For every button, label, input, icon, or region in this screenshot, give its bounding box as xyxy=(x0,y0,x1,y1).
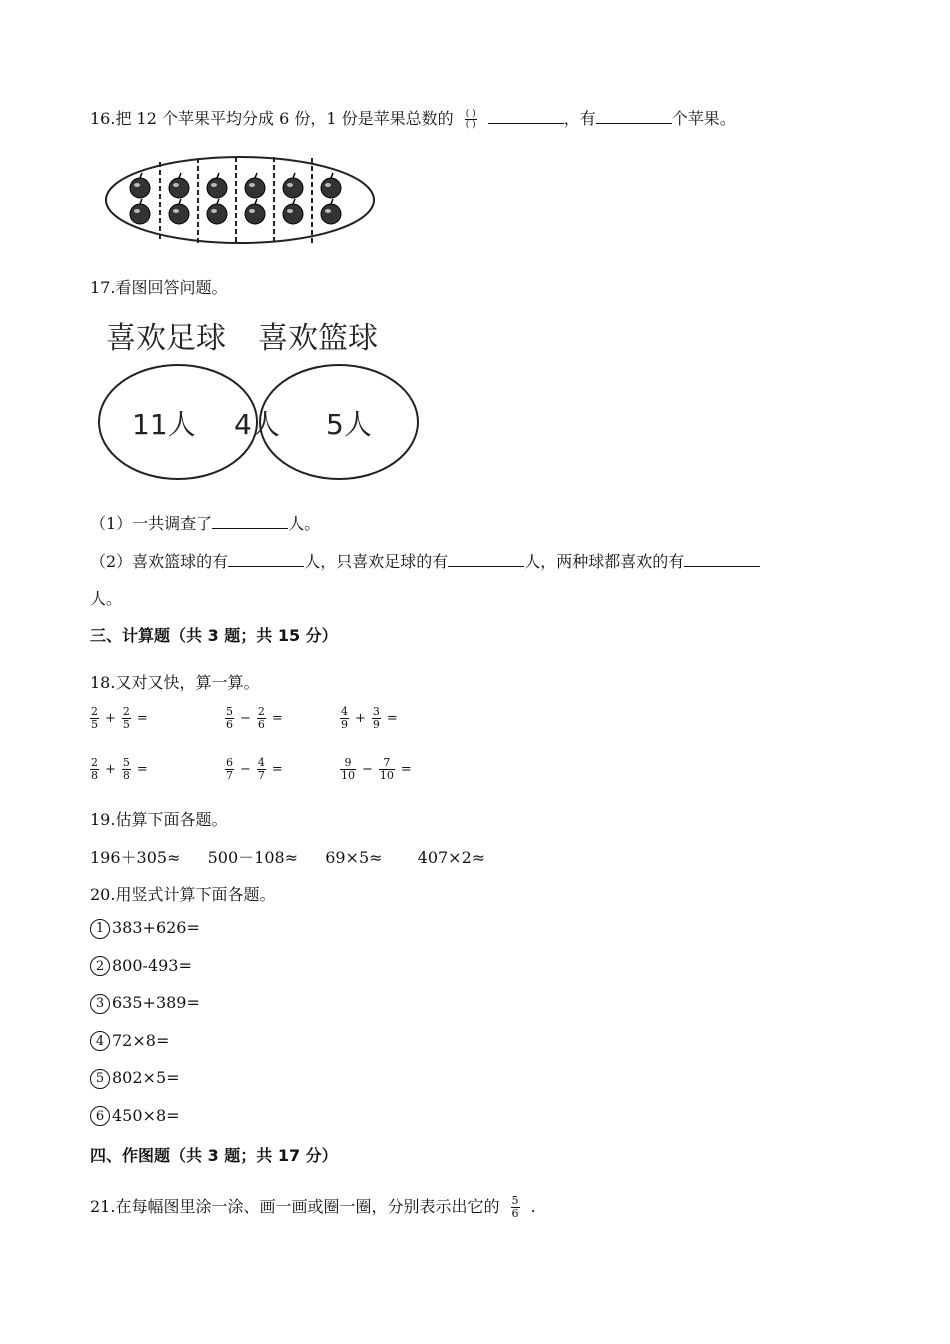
q20-expression: 635+389= xyxy=(112,993,200,1012)
apple-icon xyxy=(130,199,150,224)
section3-heading: 三、计算题（共 3 题；共 15 分） xyxy=(90,626,338,645)
fraction-b xyxy=(122,757,131,782)
fraction-exercise xyxy=(90,706,148,731)
venn-football-only: 11人 xyxy=(132,408,196,441)
q16-blank-1[interactable] xyxy=(488,109,564,124)
fraction-a xyxy=(90,706,99,731)
q17-title: 17.看图回答问题。 xyxy=(90,278,228,297)
q20-item xyxy=(90,1068,180,1089)
q21-text2: . xyxy=(530,1197,536,1216)
q17-sub1-text-b: 人。 xyxy=(288,514,321,533)
venn-label-football: 喜欢足球 xyxy=(106,321,226,356)
numerator: 2 xyxy=(91,756,98,769)
fraction-a xyxy=(225,757,234,782)
denominator: 6 xyxy=(257,718,265,731)
denominator: 5 xyxy=(91,718,98,731)
q17-sub2-blank-3[interactable] xyxy=(684,552,760,567)
q17-sub2-text-b: 人，只喜欢足球的有 xyxy=(304,552,449,571)
q18-title: 18.又对又快，算一算。 xyxy=(90,673,260,692)
fraction-exercise xyxy=(90,757,148,782)
denominator: 10 xyxy=(341,769,355,782)
fraction-exercise xyxy=(340,757,412,782)
q16-blank-2[interactable] xyxy=(596,109,672,124)
apple-icon xyxy=(283,199,303,224)
denominator: 9 xyxy=(372,718,380,731)
q17-sub2-tail: 人。 xyxy=(90,589,123,608)
q16-frac-den: ( ) xyxy=(465,120,476,130)
operator: + xyxy=(105,711,116,726)
operator: + xyxy=(355,711,366,726)
equals-sign: = xyxy=(271,762,283,777)
fraction-a xyxy=(340,757,356,782)
operator: − xyxy=(362,762,373,777)
apples-figure xyxy=(102,150,382,250)
numerator: 2 xyxy=(122,705,130,718)
q17-sub2-blank-1[interactable] xyxy=(228,552,304,567)
equals-sign: = xyxy=(386,711,398,726)
apple-icon xyxy=(207,199,227,224)
q19-item: 196＋305≈ xyxy=(90,848,181,867)
q20-title: 20.用竖式计算下面各题。 xyxy=(90,885,276,904)
q21-fraction xyxy=(511,1195,520,1220)
q21-line xyxy=(90,1194,536,1220)
venn-basketball-only: 5人 xyxy=(326,408,372,441)
circled-number: 1 xyxy=(90,919,110,939)
numerator: 4 xyxy=(257,756,265,769)
q21-frac-num: 5 xyxy=(511,1194,519,1207)
fraction-b xyxy=(257,706,266,731)
numerator: 5 xyxy=(226,705,233,718)
operator: − xyxy=(240,711,251,726)
apple-icon xyxy=(245,199,265,224)
circled-number: 5 xyxy=(90,1069,110,1089)
fraction-exercise xyxy=(225,757,283,782)
q17-sub2-text-c: 人，两种球都喜欢的有 xyxy=(524,552,685,571)
fraction-b xyxy=(122,706,131,731)
q17-sub1 xyxy=(90,511,320,534)
denominator: 8 xyxy=(122,769,130,782)
venn-both: 4人 xyxy=(234,408,280,441)
numerator: 7 xyxy=(383,756,391,769)
fraction-exercise xyxy=(340,706,398,731)
apple-icon xyxy=(245,173,265,198)
q16-fraction xyxy=(465,109,477,130)
q21-frac-den: 6 xyxy=(511,1207,519,1220)
fraction-b xyxy=(257,757,266,782)
apple-icon xyxy=(283,173,303,198)
q20-expression: 72×8= xyxy=(112,1030,170,1050)
q17-sub1-text-a: （1）一共调查了 xyxy=(90,514,213,533)
apple-icon xyxy=(169,173,189,198)
q20-expression: 450×8= xyxy=(112,1105,180,1125)
circled-number: 4 xyxy=(90,1031,110,1051)
q19-title: 19.估算下面各题。 xyxy=(90,810,228,829)
apple-icon xyxy=(130,173,150,198)
q16-text2: ，有 xyxy=(563,109,596,128)
numerator: 3 xyxy=(372,705,380,718)
denominator: 9 xyxy=(341,718,348,731)
circled-number: 3 xyxy=(90,994,110,1014)
q20-expression: 383+626= xyxy=(112,918,200,937)
fraction-a xyxy=(225,706,234,731)
q19-items xyxy=(90,845,485,868)
equals-sign: = xyxy=(136,711,148,726)
apples-oval xyxy=(106,157,374,243)
q19-item: 407×2≈ xyxy=(417,848,486,867)
denominator: 7 xyxy=(226,769,233,782)
fraction-b xyxy=(379,757,395,782)
fraction-a xyxy=(340,706,349,731)
denominator: 5 xyxy=(122,718,130,731)
fraction-a xyxy=(90,757,99,782)
q17-sub2-text-a: （2）喜欢篮球的有 xyxy=(90,552,229,571)
numerator: 4 xyxy=(341,705,348,718)
numerator: 5 xyxy=(122,756,130,769)
q19-item: 69×5≈ xyxy=(325,848,383,867)
operator: + xyxy=(105,762,116,777)
q17-sub1-blank[interactable] xyxy=(212,514,288,529)
q16-text1: 16.把 12 个苹果平均分成 6 份，1 份是苹果总数的 xyxy=(90,109,454,128)
q20-item xyxy=(90,918,200,939)
q17-sub2-blank-2[interactable] xyxy=(448,552,524,567)
fraction-b xyxy=(372,706,381,731)
q16-line xyxy=(90,106,736,130)
numerator: 2 xyxy=(257,705,265,718)
apple-icon xyxy=(321,173,341,198)
operator: − xyxy=(240,762,251,777)
apple-icon xyxy=(321,199,341,224)
section4-heading: 四、作图题（共 3 题；共 17 分） xyxy=(90,1146,338,1165)
q21-text1: 21.在每幅图里涂一涂、画一画或圈一圈，分别表示出它的 xyxy=(90,1197,500,1216)
numerator: 2 xyxy=(91,705,98,718)
denominator: 6 xyxy=(226,718,233,731)
numerator: 6 xyxy=(226,756,233,769)
venn-diagram xyxy=(90,312,430,487)
denominator: 10 xyxy=(379,769,394,782)
q20-item xyxy=(90,1031,169,1052)
equals-sign: = xyxy=(400,762,412,777)
equals-sign: = xyxy=(271,711,283,726)
q19-item: 500－108≈ xyxy=(207,848,299,867)
denominator: 7 xyxy=(257,769,265,782)
circled-number: 2 xyxy=(90,956,110,976)
denominator: 8 xyxy=(91,769,98,782)
apple-icon xyxy=(169,199,189,224)
q16-text3: 个苹果。 xyxy=(671,109,736,128)
equals-sign: = xyxy=(136,762,148,777)
q20-item xyxy=(90,1106,180,1127)
q20-item xyxy=(90,993,200,1014)
venn-label-basketball: 喜欢篮球 xyxy=(258,321,378,356)
q16-frac-num: ( ) xyxy=(465,109,476,119)
q20-item xyxy=(90,956,192,977)
q17-sub2 xyxy=(90,549,760,572)
apple-icon xyxy=(207,173,227,198)
circled-number: 6 xyxy=(90,1106,110,1126)
q20-expression: 802×5= xyxy=(112,1068,180,1087)
fraction-exercise xyxy=(225,706,283,731)
numerator: 9 xyxy=(344,756,352,769)
q20-expression: 800-493= xyxy=(112,955,192,975)
